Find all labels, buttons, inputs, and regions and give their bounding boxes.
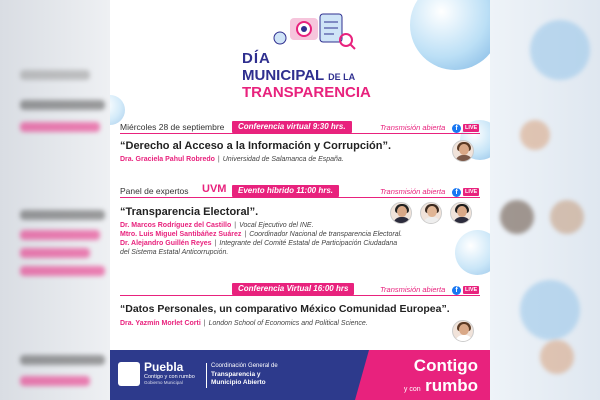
- facebook-icon: f: [452, 286, 461, 295]
- speaker-photo: [450, 202, 472, 224]
- title-line2-main: MUNICIPAL: [242, 67, 324, 84]
- coord-line2: [211, 371, 278, 380]
- speaker-role: Coordinador Nacional de transparencia Electoral.: [249, 231, 403, 238]
- divider: [120, 133, 480, 134]
- event3-stream-label: Transmisión abierta: [380, 285, 446, 294]
- event-logo: [242, 10, 392, 108]
- decorative-bubble: [410, 0, 490, 70]
- event-title: [242, 50, 392, 101]
- slogan-ycon: y con: [403, 386, 421, 393]
- event2-speaker: [120, 222, 314, 229]
- contigo-slogan: [404, 356, 478, 396]
- speaker-photo: [452, 320, 474, 342]
- live-badge: LIVE: [465, 125, 478, 131]
- gov-label: Gobierno Municipal: [144, 380, 183, 385]
- separator: |: [214, 240, 217, 247]
- event1-stream-label: Transmisión abierta: [380, 123, 446, 132]
- separator: |: [217, 156, 220, 163]
- slogan-line2: [404, 376, 478, 396]
- left-blurred-background: [0, 0, 110, 400]
- decorative-bubble: [110, 95, 125, 125]
- divider: [120, 295, 480, 296]
- separator: |: [203, 320, 206, 327]
- decorative-bubble: [455, 230, 490, 275]
- title-line2-small: DE LA: [328, 72, 356, 82]
- event1-speaker: [120, 156, 344, 163]
- event2-mode-badge: Evento híbrido 11:00 hrs.: [232, 185, 339, 197]
- event1-facebook-live[interactable]: [452, 123, 479, 133]
- event1-talk-title: “Derecho al Acceso a la Información y Corrupción”.: [120, 140, 391, 152]
- speaker-name: Dra. Yazmín Morlet Corti: [120, 320, 201, 327]
- live-badge: LIVE: [465, 189, 478, 195]
- slogan-rumbo: rumbo: [425, 376, 478, 395]
- speaker-name: Dr. Marcos Rodríguez del Castillo: [120, 222, 232, 229]
- speaker-role: Universidad de Salamanca de España.: [222, 156, 344, 163]
- speaker-photo: [390, 202, 412, 224]
- event2-label: Panel de expertos: [120, 186, 189, 196]
- city-name: Puebla: [144, 360, 184, 374]
- speaker-photo: [420, 202, 442, 224]
- event1-mode-badge: Conferencia virtual 9:30 hrs.: [232, 121, 352, 133]
- live-badge: LIVE: [465, 287, 478, 293]
- speaker-role: London School of Economics and Political Science.: [208, 320, 368, 327]
- title-line1: DÍA: [242, 50, 271, 67]
- event2-stream-label: Transmisión abierta: [380, 187, 446, 196]
- title-line2: [242, 67, 392, 84]
- event2-speaker-role-cont: [120, 249, 228, 256]
- event2-speaker: [120, 240, 397, 247]
- event3-facebook-live[interactable]: [452, 285, 479, 295]
- city-slogan: Contigo y con rumbo: [144, 374, 195, 380]
- city-seal-icon: [118, 362, 140, 386]
- coord-line1: Coordinación General de: [211, 363, 278, 369]
- coord-line2-text: Transparencia y: [211, 370, 261, 378]
- puebla-logo: [144, 360, 195, 385]
- event3-mode-badge: Conferencia Virtual 16:00 hrs: [232, 283, 354, 295]
- title-line3: TRANSPARENCIA: [242, 84, 371, 101]
- uvm-logo: UVM: [202, 183, 227, 195]
- speaker-role: Vocal Ejecutivo del INE.: [239, 222, 314, 229]
- speaker-role: del Sistema Estatal Anticorrupción.: [120, 249, 229, 256]
- separator: |: [234, 222, 237, 229]
- coord-line3: [211, 379, 278, 388]
- facebook-icon: f: [452, 188, 461, 197]
- right-blurred-background: [490, 0, 600, 400]
- coordination-label: [206, 363, 278, 388]
- event3-talk-title: “Datos Personales, un comparativo México Comunidad Europea”.: [120, 303, 450, 315]
- speaker-name: Dr. Alejandro Guillén Reyes: [120, 240, 212, 247]
- event2-talk-title: “Transparencia Electoral”.: [120, 206, 259, 218]
- event1-date: Miércoles 28 de septiembre: [120, 122, 225, 132]
- facebook-icon: f: [452, 124, 461, 133]
- event-poster: [110, 0, 490, 400]
- speaker-name: Dra. Graciela Pahul Robredo: [120, 156, 215, 163]
- slogan-contigo: Contigo: [413, 356, 478, 375]
- event2-facebook-live[interactable]: [452, 187, 479, 197]
- event3-speaker: [120, 320, 368, 327]
- separator: |: [244, 231, 247, 238]
- coord-line3-text: Municipio Abierto: [211, 379, 266, 386]
- speaker-role: Integrante del Comité Estatal de Participación Ciudadana: [219, 240, 398, 247]
- divider: [120, 197, 480, 198]
- event2-speaker: [120, 231, 402, 238]
- transparency-illustration-icon: [242, 10, 392, 54]
- speaker-name: Mtro. Luis Miguel Santibáñez Suárez: [120, 231, 242, 238]
- speaker-photo: [452, 140, 474, 162]
